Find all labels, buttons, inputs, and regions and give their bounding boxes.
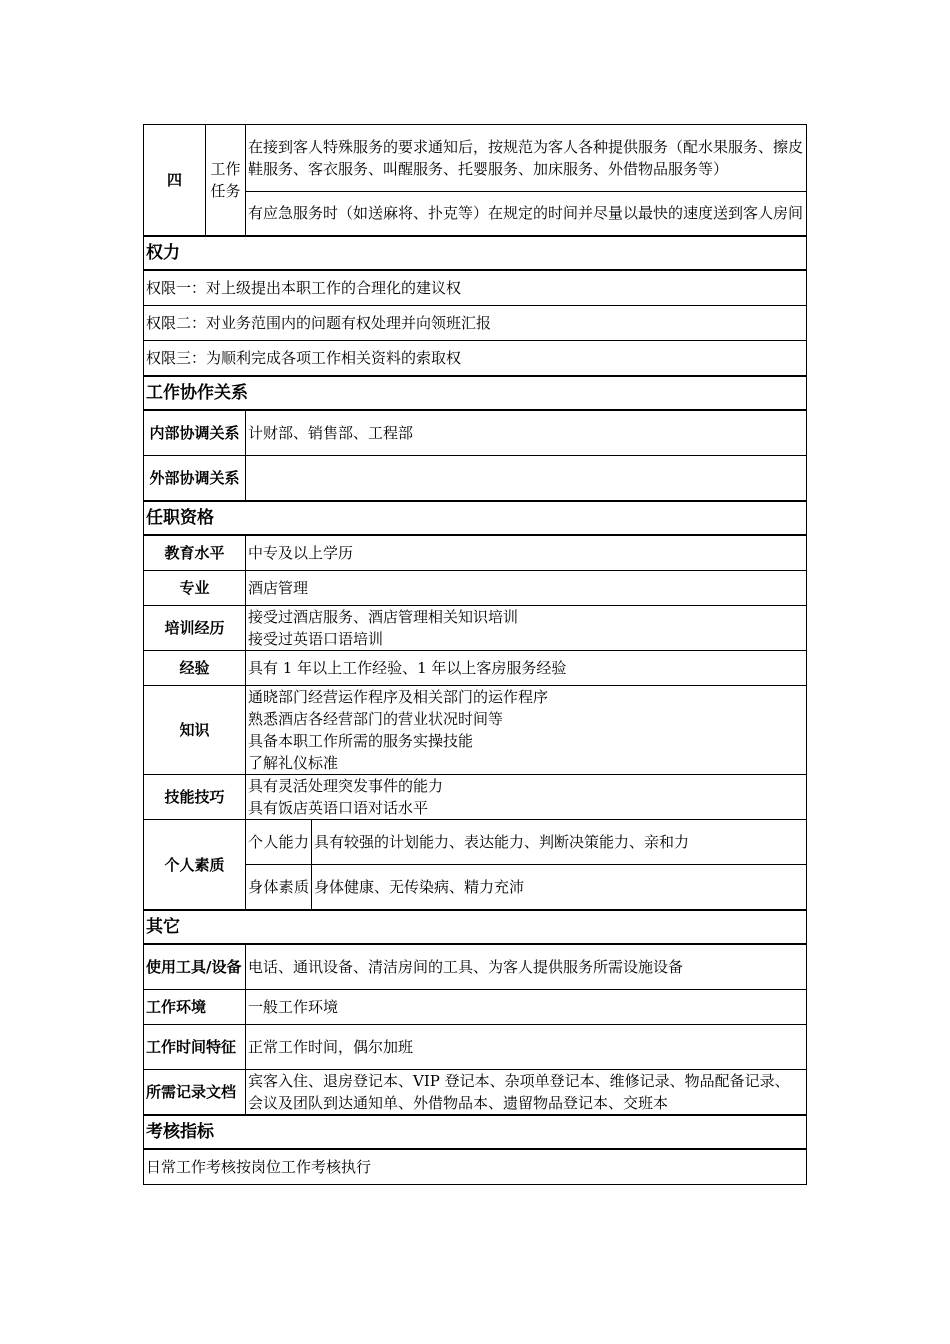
experience-row [144, 651, 807, 686]
environment-value: 一般工作环境 [246, 990, 807, 1025]
authority-row-2 [144, 306, 807, 341]
knowledge-line-4: 了解礼仪标准 [248, 754, 339, 772]
physical-value: 身体健康、无传染病、精力充沛 [312, 865, 807, 911]
tools-row [144, 944, 807, 990]
task-number: 四 [144, 125, 206, 237]
cooperation-header-row [144, 376, 807, 410]
tools-value: 电话、通讯设备、清洁房间的工具、为客人提供服务所需设施设备 [246, 944, 807, 990]
education-value: 中专及以上学历 [246, 535, 807, 571]
authority-title: 权力 [144, 236, 807, 270]
task-item-1: 在接到客人特殊服务的要求通知后，按规范为客人各种提供服务（配水果服务、擦皮鞋服务、客衣服务、叫醒服务、托婴服务、加床服务、外借物品服务等） [246, 125, 807, 192]
qualification-title: 任职资格 [144, 501, 807, 535]
work-time-label: 工作时间特征 [144, 1025, 246, 1070]
ability-label: 个人能力 [246, 820, 312, 865]
assessment-row [144, 1149, 807, 1185]
authority-row-3 [144, 341, 807, 377]
training-row [144, 606, 807, 651]
knowledge-line-2: 熟悉酒店各经营部门的营业状况时间等 [248, 710, 504, 728]
external-coordination-row [144, 456, 807, 502]
qualification-header-row [144, 501, 807, 535]
knowledge-line-3: 具备本职工作所需的服务实操技能 [248, 732, 474, 750]
authority-item-3: 权限三：为顺利完成各项工作相关资料的索取权 [144, 341, 807, 377]
documents-row [144, 1070, 807, 1116]
internal-coordination-label: 内部协调关系 [144, 410, 246, 456]
skills-value [246, 775, 807, 820]
skills-row [144, 775, 807, 820]
assessment-header-row [144, 1115, 807, 1149]
physical-label: 身体素质 [246, 865, 312, 911]
other-header-row [144, 910, 807, 944]
knowledge-row [144, 686, 807, 775]
knowledge-label: 知识 [144, 686, 246, 775]
major-label: 专业 [144, 571, 246, 606]
tools-label: 使用工具/设备 [144, 944, 246, 990]
external-coordination-value [246, 456, 807, 502]
training-value [246, 606, 807, 651]
major-value: 酒店管理 [246, 571, 807, 606]
skills-line-2: 具有饭店英语口语对话水平 [248, 799, 429, 817]
skills-label: 技能技巧 [144, 775, 246, 820]
training-line-1: 接受过酒店服务、酒店管理相关知识培训 [248, 608, 519, 626]
training-label: 培训经历 [144, 606, 246, 651]
authority-item-2: 权限二：对业务范围内的问题有权处理并向领班汇报 [144, 306, 807, 341]
training-line-2: 接受过英语口语培训 [248, 630, 384, 648]
other-title: 其它 [144, 910, 807, 944]
knowledge-line-1: 通晓部门经营运作程序及相关部门的运作程序 [248, 688, 549, 706]
work-time-value: 正常工作时间，偶尔加班 [246, 1025, 807, 1070]
personal-quality-label: 个人素质 [144, 820, 246, 911]
education-row [144, 535, 807, 571]
personal-ability-row [144, 820, 807, 865]
skills-line-1: 具有灵活处理突发事件的能力 [248, 777, 444, 795]
task-row-1 [144, 125, 807, 192]
experience-label: 经验 [144, 651, 246, 686]
environment-label: 工作环境 [144, 990, 246, 1025]
education-label: 教育水平 [144, 535, 246, 571]
internal-coordination-row [144, 410, 807, 456]
authority-header-row [144, 236, 807, 270]
authority-item-1: 权限一：对上级提出本职工作的合理化的建议权 [144, 270, 807, 306]
assessment-title: 考核指标 [144, 1115, 807, 1149]
environment-row [144, 990, 807, 1025]
documents-value: 宾客入住、退房登记本、VIP 登记本、杂项单登记本、维修记录、物品配备记录、会议及团队到达通知单、外借物品本、遗留物品登记本、交班本 [246, 1070, 807, 1116]
experience-value: 具有 1 年以上工作经验、1 年以上客房服务经验 [246, 651, 807, 686]
work-time-row [144, 1025, 807, 1070]
job-description-table [143, 124, 807, 1185]
ability-value: 具有较强的计划能力、表达能力、判断决策能力、亲和力 [312, 820, 807, 865]
task-item-2: 有应急服务时（如送麻将、扑克等）在规定的时间并尽量以最快的速度送到客人房间 [246, 191, 807, 236]
internal-coordination-value: 计财部、销售部、工程部 [246, 410, 807, 456]
external-coordination-label: 外部协调关系 [144, 456, 246, 502]
job-description-page [143, 124, 806, 1185]
task-label: 工作任务 [206, 125, 246, 237]
assessment-value: 日常工作考核按岗位工作考核执行 [144, 1149, 807, 1185]
documents-label: 所需记录文档 [144, 1070, 246, 1116]
cooperation-title: 工作协作关系 [144, 376, 807, 410]
major-row [144, 571, 807, 606]
authority-row-1 [144, 270, 807, 306]
knowledge-value [246, 686, 807, 775]
